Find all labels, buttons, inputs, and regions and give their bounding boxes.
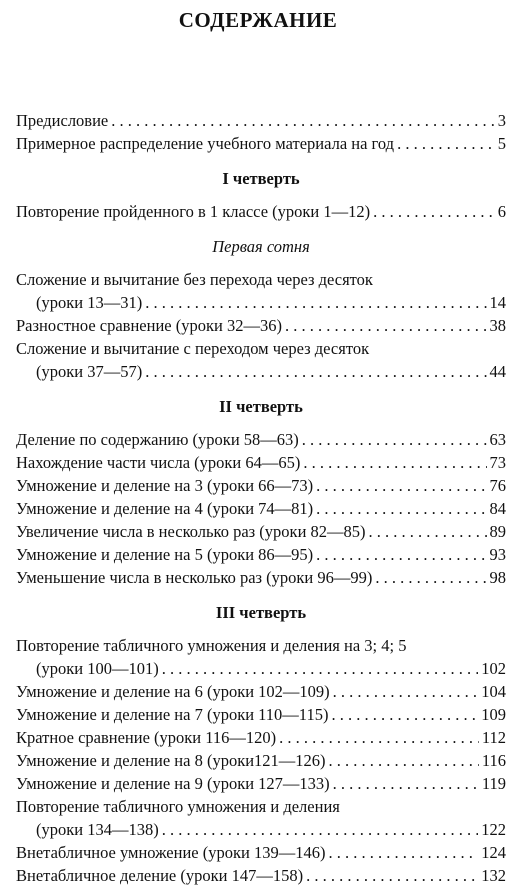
- section-subheading: Первая сотня: [212, 237, 310, 256]
- toc-entry-title: Нахождение части числа (уроки 64—65): [16, 453, 301, 472]
- toc-entry: [16, 451, 506, 474]
- toc-entry-title: Примерное распределение учебного материала на год: [16, 134, 395, 153]
- toc-entry-title: Кратное сравнение (уроки 116—120): [16, 728, 277, 747]
- page-number: 109: [481, 705, 506, 724]
- dot-leader: [333, 680, 479, 703]
- toc-entry-title: Повторение пройденного в 1 классе (уроки 1—12): [16, 202, 371, 221]
- dot-leader: [145, 291, 486, 314]
- page-number: 38: [489, 316, 506, 335]
- page-number: 132: [481, 866, 506, 885]
- dot-leader: [329, 749, 479, 772]
- toc-entry: [16, 795, 506, 841]
- dot-leader: [373, 200, 495, 223]
- section-heading: III четверть: [215, 603, 307, 622]
- toc-entry-title: Умножение и деление на 5 (уроки 86—95): [16, 545, 314, 564]
- toc-entry-title: (уроки 13—31): [36, 293, 143, 312]
- toc-entry: [16, 841, 506, 864]
- page-number: 116: [481, 751, 506, 770]
- toc-entry: [16, 703, 506, 726]
- dot-leader: [331, 703, 478, 726]
- toc-entry: [16, 200, 506, 223]
- toc-entry-title: Предисловие: [16, 111, 109, 130]
- dot-leader: [285, 314, 487, 337]
- toc-entry: [16, 772, 506, 795]
- toc-entry: [16, 268, 506, 314]
- toc-entry: [16, 680, 506, 703]
- dot-leader: [145, 360, 486, 383]
- toc-entry: [16, 726, 506, 749]
- toc-entry: [16, 566, 506, 589]
- page-number: 93: [489, 545, 506, 564]
- toc-entry-title: (уроки 37—57): [36, 362, 143, 381]
- dot-leader: [316, 497, 486, 520]
- dot-leader: [302, 428, 487, 451]
- toc-entry: [16, 864, 506, 887]
- dot-leader: [375, 566, 486, 589]
- dot-leader: [328, 841, 478, 864]
- section-heading: I четверть: [222, 169, 300, 188]
- page-number: 122: [481, 820, 506, 839]
- toc-entry-title: Умножение и деление на 9 (уроки 127—133): [16, 774, 330, 793]
- page-number: 119: [481, 774, 506, 793]
- dot-leader: [369, 520, 487, 543]
- dot-leader: [306, 864, 478, 887]
- toc-entry: [16, 634, 506, 680]
- toc-entry-title: Умножение и деление на 7 (уроки 110—115): [16, 705, 329, 724]
- toc-entry-title: Сложение и вычитание с переходом через десяток: [16, 339, 370, 358]
- toc-entry-title: Уменьшение числа в несколько раз (уроки 96—99): [16, 568, 373, 587]
- toc-entry: [16, 337, 506, 383]
- toc-entry: [16, 749, 506, 772]
- toc-entry: [16, 428, 506, 451]
- page-number: 3: [497, 111, 506, 130]
- dot-leader: [316, 474, 486, 497]
- page-number: 98: [489, 568, 506, 587]
- page-number: 76: [489, 476, 506, 495]
- toc-entry-title: (уроки 100—101): [36, 659, 159, 678]
- page-title: СОДЕРЖАНИЕ: [178, 8, 338, 32]
- dot-leader: [111, 109, 495, 132]
- page-number: 112: [481, 728, 506, 747]
- toc-entry-title: Разностное сравнение (уроки 32—36): [16, 316, 282, 335]
- toc-entry-title: Умножение и деление на 6 (уроки 102—109): [16, 682, 330, 701]
- toc-entry: [16, 109, 506, 132]
- toc-entry: [16, 520, 506, 543]
- toc-entry-title: Сложение и вычитание без перехода через десяток: [16, 270, 373, 289]
- toc-entry: [16, 132, 506, 155]
- page-number: 102: [481, 659, 506, 678]
- dot-leader: [316, 543, 486, 566]
- page-number: 6: [497, 202, 506, 221]
- dot-leader: [162, 818, 479, 841]
- toc-entry-title: Умножение и деление на 3 (уроки 66—73): [16, 476, 314, 495]
- table-of-contents: [16, 109, 506, 887]
- toc-entry-title: Увеличение числа в несколько раз (уроки 82—85): [16, 522, 366, 541]
- page-number: 44: [489, 362, 506, 381]
- page-number: 63: [489, 430, 506, 449]
- toc-entry-title: Умножение и деление на 8 (уроки121—126): [16, 751, 326, 770]
- toc-entry: [16, 497, 506, 520]
- page-number: 5: [497, 134, 506, 153]
- toc-entry-title: Деление по содержанию (уроки 58—63): [16, 430, 299, 449]
- toc-entry-title: Повторение табличного умножения и деления: [16, 797, 340, 816]
- page-number: 84: [489, 499, 506, 518]
- page-number: 14: [489, 293, 506, 312]
- page-number: 124: [481, 843, 506, 862]
- toc-entry: [16, 543, 506, 566]
- toc-entry: [16, 314, 506, 337]
- dot-leader: [303, 451, 486, 474]
- page-number: 73: [489, 453, 506, 472]
- page-number: 89: [489, 522, 506, 541]
- toc-entry-title: Умножение и деление на 4 (уроки 74—81): [16, 499, 314, 518]
- dot-leader: [397, 132, 495, 155]
- dot-leader: [333, 772, 479, 795]
- toc-entry-title: (уроки 134—138): [36, 820, 159, 839]
- toc-entry-title: Внетабличное умножение (уроки 139—146): [16, 843, 326, 862]
- page-number: 104: [481, 682, 506, 701]
- dot-leader: [162, 657, 479, 680]
- section-heading: II четверть: [219, 397, 303, 416]
- toc-entry-title: Внетабличное деление (уроки 147—158): [16, 866, 304, 885]
- dot-leader: [279, 726, 479, 749]
- toc-entry-title: Повторение табличного умножения и деления на 3; 4; 5: [16, 636, 407, 655]
- toc-entry: [16, 474, 506, 497]
